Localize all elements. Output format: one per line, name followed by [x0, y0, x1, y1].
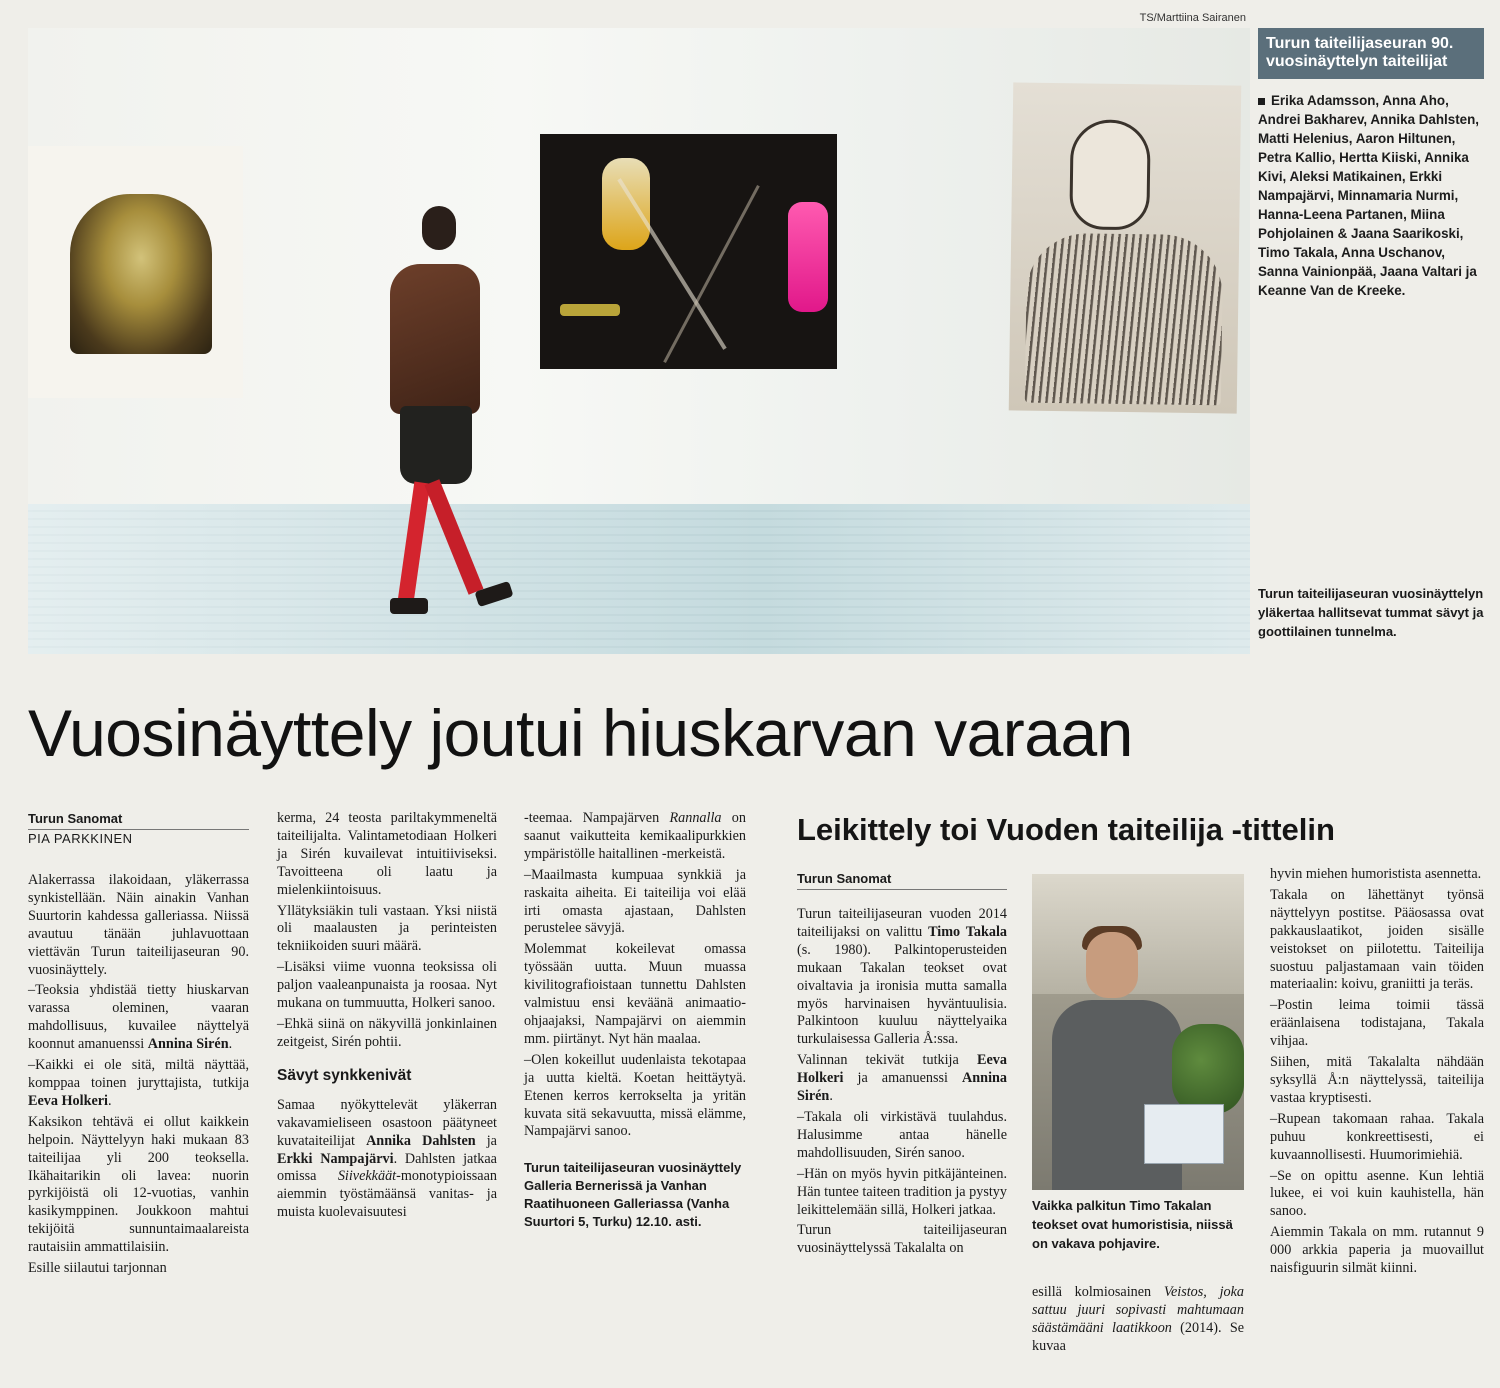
paragraph: –Lisäksi viime vuonna teoksissa oli paljon vaaleanpunaista ja roosaa. Nyt mukana on tummuutta, Holkeri sanoo.	[277, 959, 497, 1012]
byline-author: PIA PARKKINEN	[28, 831, 133, 846]
paragraph: kerma, 24 teosta pariltakymmeneltä taiteilijalta. Valintametodiaan Holkeri ja Sirén kuvailevat intuitiiviseksi. Tavoitteena oli laatu ja mielenkiintoisuus.	[277, 810, 497, 898]
article2-column-2	[1032, 1284, 1244, 1359]
paragraph: Alakerrassa ilakoidaan, yläkerrassa synkistellään. Näin ainakin Vanhan Suurtorin kahdessa galleriassa. Niissä avautuu tänään juhlavuottaan viettävän Turun taiteilijaseuran 90. vuosinäyttely.	[28, 872, 249, 978]
paragraph: hyvin miehen humoristista asennetta.	[1270, 866, 1482, 882]
article1-column-2	[277, 810, 497, 1225]
paragraph: –Maailmasta kumpuaa synkkiä ja raskaita aiheita. Ei taiteilija voi elää irti omasta ajastaan, Dahlsten perustelee sävyjä.	[524, 866, 746, 937]
article2-column-3	[1270, 866, 1484, 1281]
paragraph: –Hän on myös hyvin pitkäjänteinen. Hän tuntee taiteen tradition ja pystyy leikittelemään sillä, Holkeri jatkaa.	[797, 1165, 1007, 1218]
subheading: Sävyt synkkenivät	[277, 1066, 412, 1084]
paragraph: –Ehkä siinä on näkyvillä jonkinlainen zeitgeist, Sirén pohtii.	[277, 1015, 497, 1050]
paragraph: –Olen kokeillut uudenlaista tekotapaa ja uutta kieltä. Koetan heittäytyä. Etenen kerros kerrokselta ja yritän kuvata sitä sekavuutta, missä elämme, Nampajärvi sanoo.	[524, 1051, 746, 1140]
paragraph: –Postin leima toimii tässä eräänlaisena todistajana, Takala vihjaa.	[1270, 997, 1484, 1050]
bullet-square-icon	[1258, 98, 1265, 105]
photo-credit: TS/Marttiina Sairanen	[1139, 12, 1246, 24]
paragraph: esillä kolmiosainen Veistos, joka sattuu juuri sopivasti mahtumaan säästämääni laatikkoon (2014). Se kuvaa	[1032, 1284, 1245, 1354]
exhibition-info: Turun taiteilijaseuran vuosinäyttely Galleria Bernerissä ja Vanhan Raatihuoneen Galleriassa (Vanha Suurtori 5, Turku) 12.10. asti.	[524, 1160, 742, 1230]
article2-byline-source: Turun Sanomat	[797, 870, 1007, 890]
photo-caption: Turun taiteilijaseuran vuosinäyttelyn yläkertaa hallitsevat tummat sävyt ja goottilainen tunnelma.	[1258, 586, 1484, 639]
paragraph: –Rupean takomaan rahaa. Takala puhuu konkreettisesti, ei kuvaannollisesti. Huumorimiehiä.	[1270, 1110, 1484, 1163]
paragraph: Siihen, mitä Takalalta nähdään syksyllä Å:n näyttelyssä, taiteilija vastaa kryptisesti.	[1270, 1054, 1484, 1106]
sidebar-title: Turun taiteilijaseuran 90. vuosinäyttelyn taiteilijat	[1258, 28, 1484, 79]
paragraph: –Takala oli virkistävä tuulahdus. Halusimme antaa hänelle mahdollisuuden, Sirén sanoo.	[797, 1108, 1007, 1161]
article1-column-1	[28, 810, 249, 1281]
portrait-caption: Vaikka palkitun Timo Takalan teokset ovat humoristisia, niissä on vakava pohjavire.	[1032, 1198, 1233, 1251]
walking-woman	[360, 206, 510, 626]
exhibition-photo	[28, 28, 1250, 654]
artwork-left	[28, 146, 243, 398]
artwork-center	[540, 134, 837, 369]
paragraph: Kaksikon tehtävä ei ollut kaikkein helpoin. Näyttelyyn haki mukaan 83 taiteilijaa yli 200 teoksella. Ikähaitarikin oli lavea: nuorin pyrkijöistä oli 12-vuotias, vanhin kasikymppinen. Joukkoon mahtui tekijöitä sunnuntaimaalareista rautaisiin ammattilaisiin.	[28, 1113, 249, 1256]
paragraph: Takala on lähettänyt työnsä näyttelyyn postitse. Pääosassa ovat pakkauslaatikot, joiden sisälle veistokset on piilotettu. Taiteilija suostuu paljastamaan vain töiden materiaalin: koivu, graniitti ja teräs.	[1270, 886, 1484, 993]
artists-sidebar	[1258, 28, 1484, 300]
article1-column-3	[524, 810, 746, 1231]
artist-portrait-photo	[1032, 874, 1244, 1190]
byline-source: Turun Sanomat	[28, 810, 249, 830]
paragraph: Yllätyksiäkin tuli vastaan. Yksi niistä oli maalausten ja perinteisten tekniikoiden suuri määrä.	[277, 902, 497, 955]
paragraph: Turun taiteilijaseuran vuosinäyttelyssä Takalalta on	[797, 1222, 1007, 1257]
article2-column-1	[797, 906, 1007, 1261]
paragraph: –Se on opittu asenne. Kun lehtiä lukee, ei voi kuin kauhistella, hän sanoo.	[1270, 1167, 1484, 1220]
paragraph: Molemmat kokeilevat omassa työssään uutta. Muun muassa kivilitografioistaan tunnettu Dahlsten valmistuu ensi keväänä animaatio-ohjaajaksi, Nampajärvi on aiemmin mm. piirtänyt. Nyt hän maalaa.	[524, 941, 746, 1047]
paragraph: –Kaikki ei ole sitä, miltä näyttää, komppaa toinen juryttajista, tutkija Eeva Holkeri.	[28, 1057, 249, 1109]
secondary-headline: Leikittely toi Vuoden taiteilija -tittelin	[797, 812, 1335, 847]
paragraph: Samaa nyökyttelevät yläkerran vakavamieliseen osastoon päätyneet kuvataiteilijat Annika Dahlsten ja Erkki Nampajärvi. Dahlsten jatkaa omissa Siivekkäät-monotypioissaan aiemmin työstämäänsä vanitas- ja muista kuolevaisuutesi	[277, 1096, 497, 1221]
paragraph: Valinnan tekivät tutkija Eeva Holkeri ja amanuenssi Annina Sirén.	[797, 1052, 1007, 1105]
artwork-right-portrait	[1009, 82, 1242, 413]
main-headline: Vuosinäyttely joutui hiuskarvan varaan	[28, 696, 1133, 770]
paragraph: Aiemmin Takala on mm. rutannut 9 000 arkkia paperia ja muovaillut naisfiguurin silmät kiinni.	[1270, 1224, 1484, 1277]
paragraph: -teemaa. Nampajärven Rannalla on saanut vaikutteita kemikaalipurkkien ympäristölle haitallinen -merkeistä.	[524, 810, 746, 862]
paragraph: Esille siilautui tarjonnan	[28, 1260, 167, 1277]
sidebar-artist-list: Erika Adamsson, Anna Aho, Andrei Bakharev, Annika Dahlsten, Matti Helenius, Aaron Hiltunen, Petra Kallio, Hertta Kiiski, Annika Kivi, Aleksi Matikainen, Erkki Nampajärvi, Minnamaria Nurmi, Hanna-Leena Partanen, Miina Pohjolainen & Jaana Saarikoski, Timo Takala, Anna Uschanov, Sanna Vainionpää, Jaana Valtari ja Keanne Van de Kreeke.	[1258, 93, 1480, 298]
paragraph: –Teoksia yhdistää tietty hiuskarvan varassa oleminen, vaaran mahdollisuus, kuvailee näyttelyä koonnut amanuenssi Annina Sirén.	[28, 982, 249, 1053]
paragraph: Turun taiteilijaseuran vuoden 2014 taiteilijaksi on valittu Timo Takala (s. 1980). Palkintoperusteiden mukaan Takalan teokset ovat oivaltavia ja ironisia mutta samalla myös harvinaisen hyväntuulisia. Palkintoon kuuluu näyttelyaika turkulaisessa Galleria Å:ssa.	[797, 906, 1007, 1048]
